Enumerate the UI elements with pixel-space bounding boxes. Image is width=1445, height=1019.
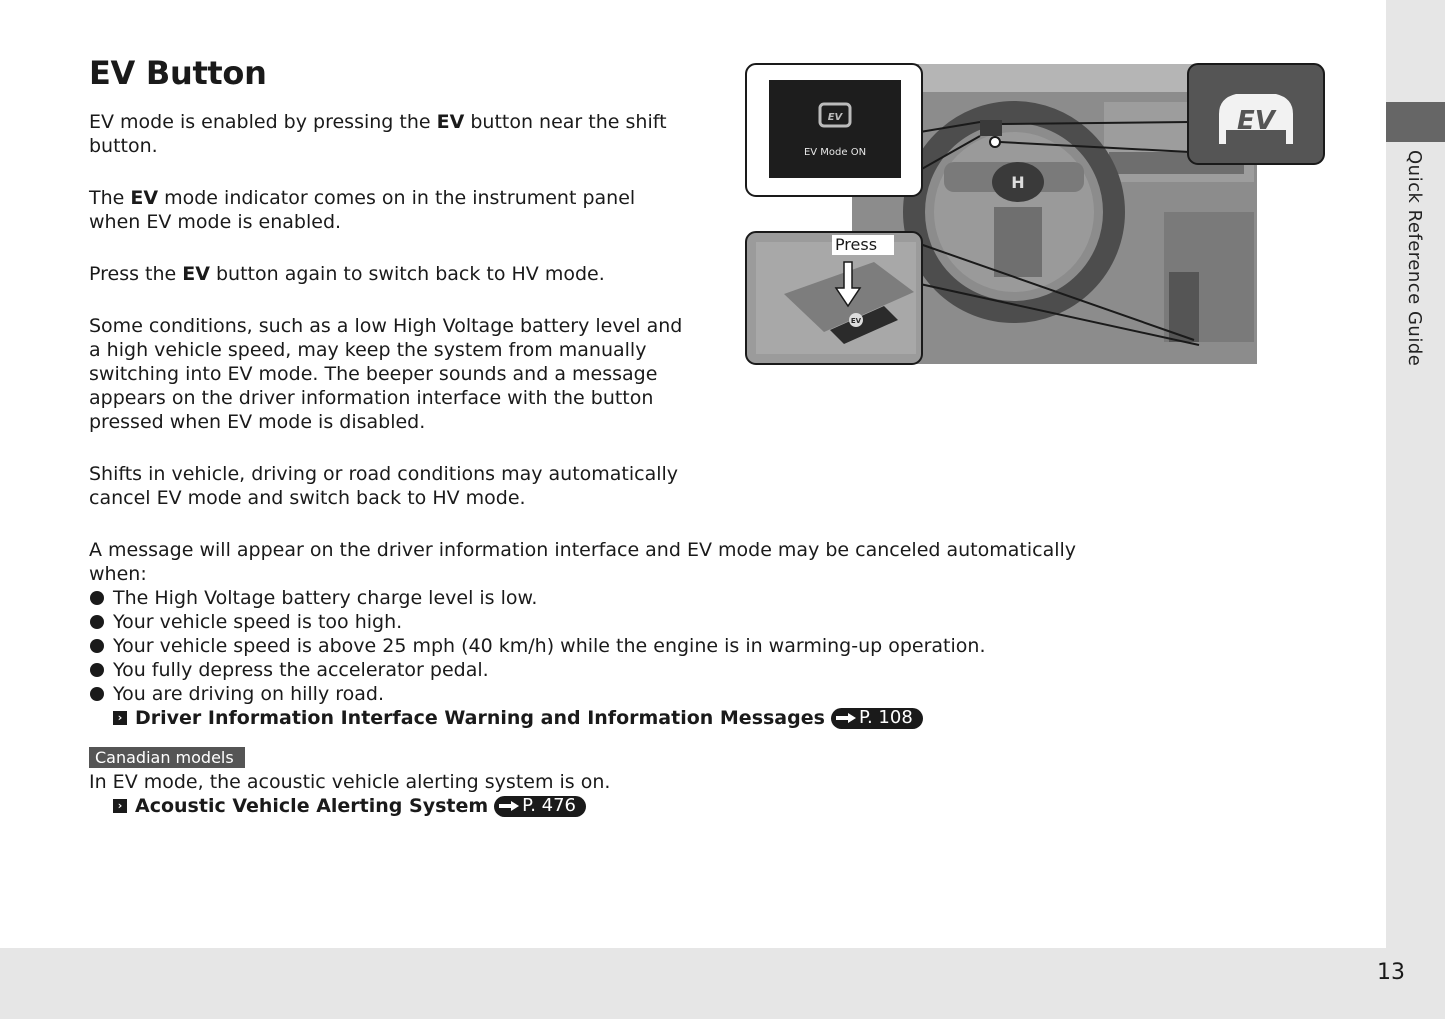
paragraph-ev-indicator: The EV mode indicator comes on in the instrument panel when EV mode is enabled. (89, 187, 636, 233)
paragraph-conditions: Some conditions, such as a low High Voltage battery level and a high vehicle speed, may keep the system from manually switching into EV mode. The beeper sounds and a message appears on the driver information interface with the button pressed when EV mode is disabled. (89, 315, 683, 433)
xref-label: Acoustic Vehicle Alerting System (135, 795, 489, 817)
xref-label: Driver Information Interface Warning and Information Messages (135, 707, 825, 729)
list-item: You are driving on hilly road. (89, 682, 1089, 706)
list-item: The High Voltage battery charge level is low. (89, 586, 1089, 610)
list-item: Your vehicle speed is above 25 mph (40 km/h) while the engine is in warming-up operation. (89, 634, 1089, 658)
side-tab (1386, 0, 1445, 948)
arrow-right-icon (835, 712, 857, 724)
arrow-right-icon (498, 800, 520, 812)
side-tab-marker (1386, 102, 1445, 142)
side-tab-label: Quick Reference Guide (1404, 150, 1425, 367)
page-ref: P. 108 (858, 707, 913, 728)
press-label: Press (834, 235, 878, 254)
page-ref: P. 476 (522, 795, 577, 816)
cancel-conditions-list (89, 586, 1089, 706)
list-item: You fully depress the accelerator pedal. (89, 658, 1089, 682)
xref-arrow-icon: › (113, 711, 127, 725)
page-link-108[interactable] (831, 708, 923, 729)
canadian-text: In EV mode, the acoustic vehicle alerting system is on. (89, 771, 611, 793)
screen-ev-icon-text: EV (827, 112, 843, 123)
svg-text:H: H (1011, 173, 1025, 192)
page-link-476[interactable] (494, 796, 586, 817)
ev-badge-text: EV (1237, 106, 1275, 136)
canadian-models-tag: Canadian models (89, 747, 245, 768)
xref-acoustic-alerting[interactable] (89, 794, 1089, 818)
ev-button-illustration (744, 62, 1329, 367)
xref-arrow-icon: › (113, 799, 127, 813)
dashboard-drawing (744, 62, 1329, 367)
xref-driver-info-messages[interactable] (89, 706, 1089, 730)
page-footer (0, 948, 1445, 1019)
canadian-section (89, 770, 1089, 818)
page-number: 13 (1377, 960, 1405, 985)
list-item: Your vehicle speed is too high. (89, 610, 1089, 634)
cancel-section (89, 538, 1089, 730)
page-title: EV Button (89, 54, 267, 92)
paragraph-switch-back: Press the EV button again to switch back to HV mode. (89, 263, 605, 285)
paragraph-shifts: Shifts in vehicle, driving or road conditions may automatically cancel EV mode and switch back to HV mode. (89, 463, 679, 509)
paragraph-ev-enable: EV mode is enabled by pressing the EV button near the shift button. (89, 111, 667, 157)
cancel-intro: A message will appear on the driver information interface and EV mode may be canceled automatically when: (89, 539, 1077, 585)
button-ev-icon-text: EV (850, 317, 862, 325)
screen-text: EV Mode ON (803, 147, 867, 158)
